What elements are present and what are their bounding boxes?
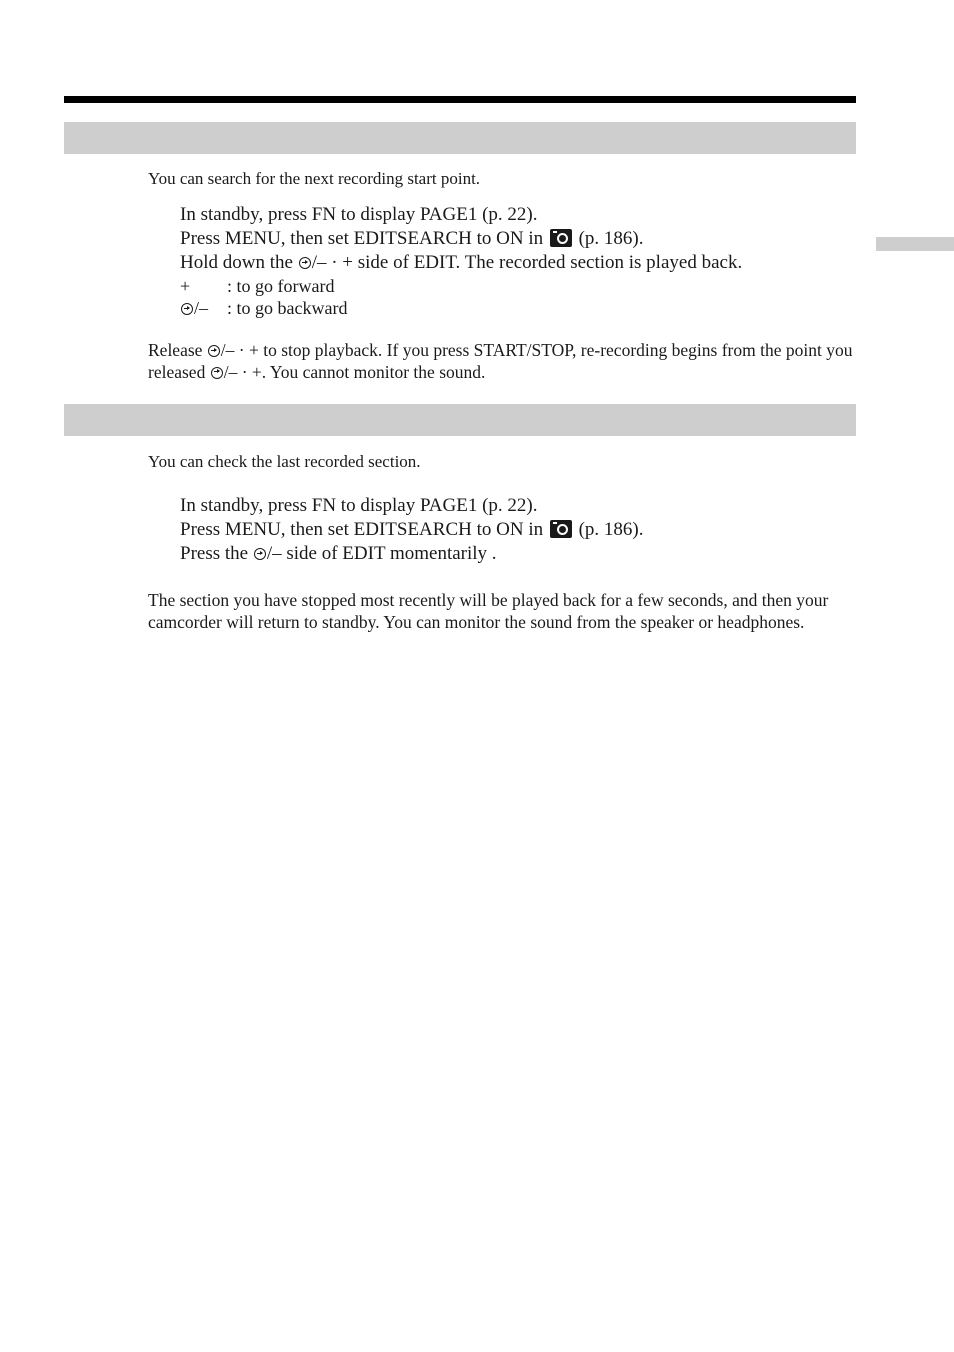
note-text: /– · + to stop playback. If you press START/STOP, re-recording begins from the point you released — [148, 340, 853, 382]
option-key-text: /– — [194, 298, 209, 318]
section2-step-3 — [180, 542, 644, 566]
edit-search-icon — [208, 345, 220, 357]
step-text: Press MENU, then set EDITSEARCH to ON in — [180, 519, 548, 540]
section1-step-2 — [180, 227, 742, 251]
note-text: /– · +. You cannot monitor the sound. — [223, 361, 486, 382]
step-text: Press MENU, then set EDITSEARCH to ON in — [180, 228, 548, 249]
side-tab-marker — [876, 237, 954, 251]
step-text: (p. 186). — [573, 519, 644, 540]
section1-note — [148, 340, 853, 383]
edit-search-icon — [299, 257, 311, 269]
step-text: Press the — [180, 543, 253, 564]
camera-menu-icon — [550, 520, 572, 538]
section2-heading-band — [64, 404, 856, 436]
option-key — [180, 297, 227, 319]
camera-menu-icon — [550, 229, 572, 247]
option-desc: : to go forward — [227, 276, 335, 296]
step-text: Hold down the — [180, 252, 298, 273]
section1-steps — [180, 203, 742, 319]
section2-steps — [180, 494, 644, 566]
section2-intro: You can check the last recorded section. — [148, 452, 421, 471]
section2-step-2 — [180, 518, 644, 542]
edit-search-icon — [254, 548, 266, 560]
section1-heading-band — [64, 122, 856, 154]
section2-step-1: In standby, press FN to display PAGE1 (p. 22). — [180, 495, 538, 516]
section2-note: The section you have stopped most recently will be played back for a few seconds, and then your camcorder will return to standby. You can monitor the sound from the speaker or headphones. — [148, 590, 829, 632]
section1-intro: You can search for the next recording start point. — [148, 169, 481, 188]
step-text: /– side of EDIT momentarily . — [266, 543, 497, 564]
step-text: /– · + side of EDIT. The recorded section is played back. — [311, 252, 743, 273]
option-desc: : to go backward — [227, 298, 348, 318]
section1-step-3 — [180, 251, 742, 275]
edit-search-icon — [181, 303, 193, 315]
option-backward — [180, 297, 742, 319]
top-rule — [64, 96, 856, 103]
edit-search-icon — [211, 367, 223, 379]
note-text: Release — [148, 340, 207, 360]
step-text: (p. 186). — [573, 228, 644, 249]
option-forward — [180, 275, 742, 297]
section1-step-1: In standby, press FN to display PAGE1 (p. 22). — [180, 204, 538, 225]
option-key: + — [180, 276, 191, 296]
